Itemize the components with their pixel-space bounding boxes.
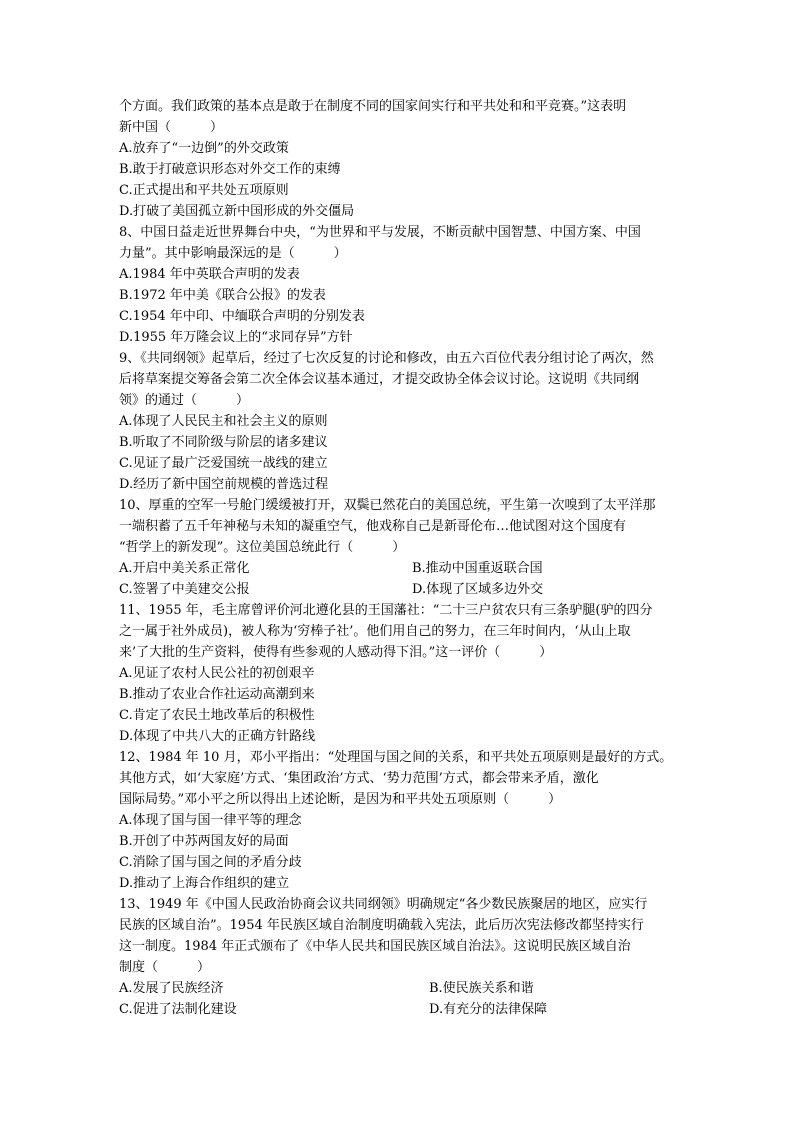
options-row bbox=[119, 579, 679, 600]
option-b[interactable]: B.1972 年中美《联合公报》的发表 bbox=[119, 288, 326, 303]
question-stem-line: 一端积蓄了五千年神秘与未知的凝重空气，他戏称自己是新哥伦布…他试图对这个国度有 bbox=[119, 519, 627, 534]
options-row bbox=[119, 999, 679, 1020]
question-stem-line: 8、中国日益走近世界舞台中央，“为世界和平与发展，不断贡献中国智慧、中国方案、中国 bbox=[119, 225, 641, 240]
option-a[interactable]: A.放弃了“一边倒”的外交政策 bbox=[119, 141, 289, 156]
option-a[interactable]: A.开启中美关系正常化 bbox=[119, 561, 250, 576]
option-d[interactable]: D.有充分的法律保障 bbox=[429, 1002, 548, 1017]
option-b[interactable]: B.听取了不同阶级与阶层的诸多建议 bbox=[119, 435, 328, 450]
question-7 bbox=[119, 96, 679, 222]
question-stem-line: 民族的区域自治”。1954 年民族区域自治制度明确载入宪法，此后历次宪法修改都坚持实行 bbox=[119, 918, 644, 933]
question-list bbox=[119, 96, 679, 1020]
question-stem-line: “哲学上的新发现”。这位美国总统此行（ ） bbox=[119, 540, 406, 555]
option-b[interactable]: B.推动了农业合作社运动高潮到来 bbox=[119, 687, 315, 702]
question-stem-line: 9、《共同纲领》起草后，经过了七次反复的讨论和修改，由五六百位代表分组讨论了两次，然 bbox=[119, 351, 654, 366]
question-12 bbox=[119, 747, 679, 894]
question-stem-line: 领》的通过（ ） bbox=[119, 393, 250, 408]
option-a[interactable]: A.见证了农村人民公社的初创艰辛 bbox=[119, 666, 315, 681]
option-a[interactable]: A.体现了国与国一律平等的理念 bbox=[119, 813, 302, 828]
question-stem-line: 其他方式，如‘大家庭’方式、‘集团政治’方式、‘势力范围’方式，都会带来矛盾，激化 bbox=[119, 771, 599, 786]
question-stem-line: 新中国（ ） bbox=[119, 120, 224, 135]
option-c[interactable]: C.见证了最广泛爱国统一战线的建立 bbox=[119, 456, 328, 471]
option-a[interactable]: A.发展了民族经济 bbox=[119, 981, 224, 996]
option-c[interactable]: C.1954 年中印、中缅联合声明的分别发表 bbox=[119, 309, 365, 324]
question-stem-line: 13、1949 年《中国人民政治协商会议共同纲领》明确规定“各少数民族聚居的地区，应实行 bbox=[119, 897, 648, 912]
question-stem-line: 力量”。其中影响最深远的是（ ） bbox=[119, 246, 347, 261]
question-stem-line: 来’了大批的生产资料，使得有些参观的人感动得下泪。”这一评价（ ） bbox=[119, 645, 553, 660]
option-b[interactable]: B.开创了中苏两国友好的局面 bbox=[119, 834, 289, 849]
question-8 bbox=[119, 222, 679, 348]
option-c[interactable]: C.促进了法制化建设 bbox=[119, 1002, 237, 1017]
option-d[interactable]: D.体现了区域多边外交 bbox=[412, 582, 544, 597]
question-11 bbox=[119, 600, 679, 747]
question-stem-line: 国际局势。”邓小平之所以得出上述论断，是因为和平共处五项原则（ ） bbox=[119, 792, 562, 807]
question-stem-line: 11、1955 年，毛主席曾评价河北遵化县的王国藩社：“二十三户贫农只有三条驴腿(驴的四分 bbox=[119, 603, 653, 618]
option-a[interactable]: A.1984 年中英联合声明的发表 bbox=[119, 267, 300, 282]
option-b[interactable]: B.敢于打破意识形态对外交工作的束缚 bbox=[119, 162, 341, 177]
option-c[interactable]: C.消除了国与国之间的矛盾分歧 bbox=[119, 855, 302, 870]
options-row bbox=[119, 558, 679, 579]
question-stem-line: 这一制度。1984 年正式颁布了《中华人民共和国民族区域自治法》。这说明民族区域自治 bbox=[119, 939, 631, 954]
question-stem-line: 个方面。我们政策的基本点是敢于在制度不同的国家间实行和平共处和和平竞赛。”这表明 bbox=[119, 99, 627, 114]
question-stem-line: 12、1984 年 10 月，邓小平指出：“处理国与国之间的关系，和平共处五项原则是最好的方式。 bbox=[119, 750, 673, 765]
question-stem-line: 后将草案提交筹备会第二次全体会议基本通过，才提交政协全体会议讨论。这说明《共同纲 bbox=[119, 372, 640, 387]
question-stem-line: 10、厚重的空军一号舱门缓缓被打开，双鬓已然花白的美国总统，平生第一次嗅到了太平洋那 bbox=[119, 498, 656, 513]
question-9 bbox=[119, 348, 679, 495]
option-d[interactable]: D.推动了上海合作组织的建立 bbox=[119, 876, 290, 891]
option-c[interactable]: C.签署了中美建交公报 bbox=[119, 582, 250, 597]
question-stem-line: 之一属于社外成员)，被人称为‘穷棒子社’。他们用自己的努力，在三年时间内，‘从山上取 bbox=[119, 624, 631, 639]
option-a[interactable]: A.体现了人民民主和社会主义的原则 bbox=[119, 414, 328, 429]
option-b[interactable]: B.推动中国重返联合国 bbox=[412, 561, 543, 576]
option-d[interactable]: D.打破了美国孤立新中国形成的外交僵局 bbox=[119, 204, 355, 219]
option-b[interactable]: B.使民族关系和谐 bbox=[429, 981, 534, 996]
question-10 bbox=[119, 495, 679, 600]
question-13 bbox=[119, 894, 679, 1020]
option-c[interactable]: C.肯定了农民土地改革后的积极性 bbox=[119, 708, 315, 723]
option-d[interactable]: D.1955 年万隆会议上的“求同存异”方针 bbox=[119, 330, 353, 345]
option-d[interactable]: D.体现了中共八大的正确方针路线 bbox=[119, 729, 316, 744]
option-d[interactable]: D.经历了新中国空前规模的普选过程 bbox=[119, 477, 329, 492]
option-c[interactable]: C.正式提出和平共处五项原则 bbox=[119, 183, 289, 198]
options-row bbox=[119, 978, 679, 999]
question-stem-line: 制度（ ） bbox=[119, 960, 211, 975]
